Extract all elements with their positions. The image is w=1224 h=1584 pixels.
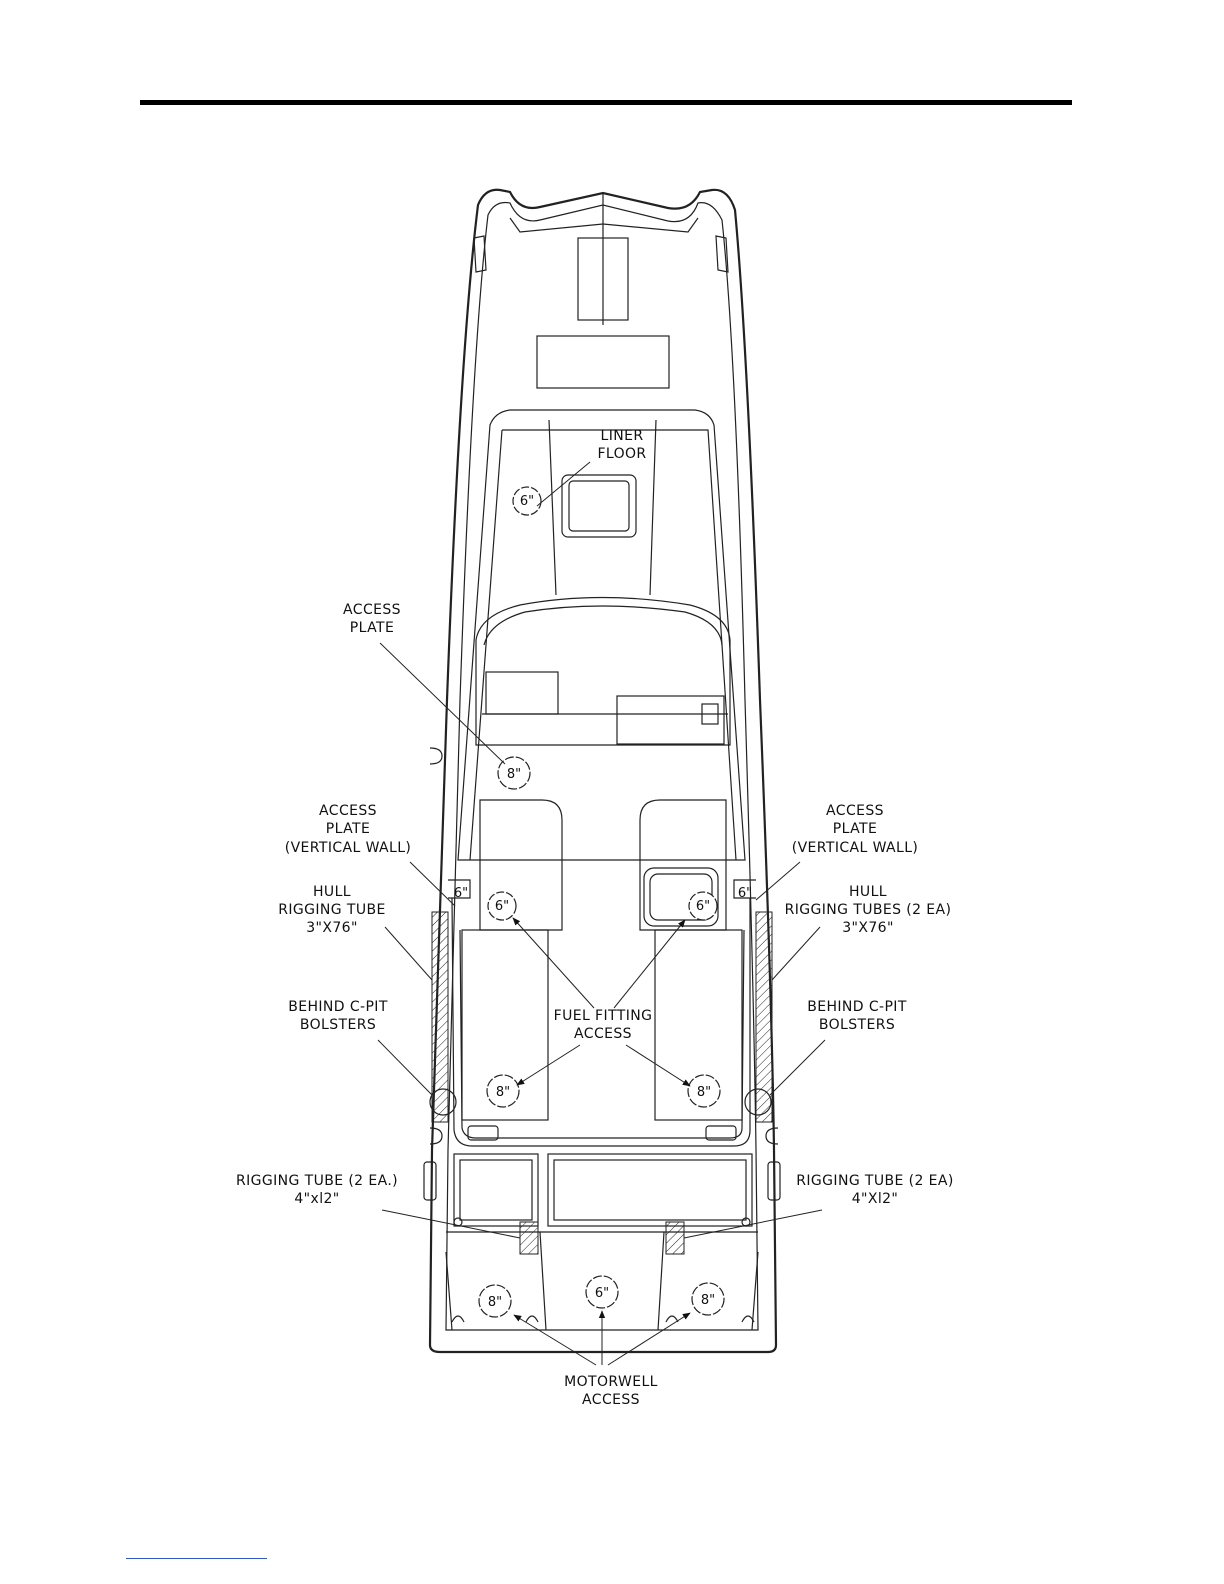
callout-hrt-right-line-1: HULL: [849, 884, 887, 900]
plate-motorwell-right: [692, 1283, 724, 1315]
callout-hrt-left-line-2: RIGGING TUBE: [278, 902, 386, 918]
footer-rule: [126, 1558, 267, 1559]
callout-cpit-right-line-1: BEHIND C-PIT: [807, 999, 907, 1015]
callout-hrt-right-line-3: 3"X76": [842, 920, 894, 936]
callout-hull-rigging-tube-left: [278, 884, 386, 936]
callout-fuel-fitting-access: [554, 1008, 653, 1042]
callout-motorwell-access: [564, 1374, 658, 1408]
plate-fuel-upper-left: [488, 892, 516, 920]
callout-liner-floor: [597, 428, 646, 462]
plate-motorwell-center-size: 6": [594, 1286, 610, 1301]
callout-access-plate-line-1: ACCESS: [343, 602, 401, 618]
plate-fuel-upper-left-size: 6": [494, 899, 510, 914]
callout-fuel-line-2: ACCESS: [574, 1026, 632, 1042]
plate-liner: [513, 487, 541, 515]
callout-cpit-right-line-2: BOLSTERS: [818, 1017, 896, 1033]
plate-liner-size: 6": [519, 494, 535, 509]
hull-rigging-tube-left: [432, 912, 448, 1122]
callout-rigging-tube-right: [796, 1173, 953, 1207]
callout-access-plate-line-2: PLATE: [349, 620, 395, 636]
hull-outline: [430, 190, 776, 1352]
callout-hrt-right-line-2: RIGGING TUBES (2 EA): [784, 902, 952, 918]
callout-motorwell-line-2: ACCESS: [582, 1392, 640, 1408]
callout-access-plate-wall-right: [792, 803, 919, 856]
callout-hrt-left-line-3: 3"X76": [306, 920, 358, 936]
callout-rt-left-line-2: 4"xl2": [294, 1191, 340, 1207]
callout-motorwell-line-1: MOTORWELL: [564, 1374, 658, 1390]
forward-deck: [458, 410, 745, 860]
callout-rt-right-line-2: 4"Xl2": [851, 1191, 899, 1207]
plate-fuel-lower-right: [688, 1075, 720, 1107]
callout-wall-right-line-1: ACCESS: [826, 803, 884, 819]
callout-cpit-left-line-1: BEHIND C-PIT: [288, 999, 388, 1015]
plate-fuel-lower-left-size: 8": [495, 1085, 511, 1100]
plate-fuel-lower-right-size: 8": [696, 1085, 712, 1100]
callout-liner-floor-line-1: LINER: [600, 428, 644, 444]
plate-access-size: 8": [506, 767, 522, 782]
callout-hull-rigging-tubes-right: [785, 884, 952, 936]
callout-hrt-left-line-1: HULL: [313, 884, 351, 900]
callout-wall-right-line-3: (VERTICAL WALL): [791, 840, 919, 856]
rigging-tube-right: [666, 1222, 684, 1254]
callout-rigging-tube-left: [236, 1173, 398, 1207]
cockpit: [424, 748, 780, 1200]
callout-wall-left-line-2: PLATE: [325, 821, 371, 837]
plate-fuel-upper-right: [689, 892, 717, 920]
callout-rt-right-line-1: RIGGING TUBE (2 EA): [796, 1173, 954, 1189]
plate-fuel-lower-left: [487, 1075, 519, 1107]
plate-motorwell-left: [479, 1285, 511, 1317]
callout-access-plate: [343, 602, 401, 636]
plate-fuel-upper-right-size: 6": [695, 899, 711, 914]
center-console: [476, 598, 730, 746]
callout-behind-cpit-left: [288, 999, 388, 1033]
plate-motorwell-left-size: 8": [487, 1295, 503, 1310]
callout-cpit-left-line-2: BOLSTERS: [299, 1017, 377, 1033]
callout-rt-left-line-1: RIGGING TUBE (2 EA.): [235, 1173, 399, 1189]
callout-behind-cpit-right: [807, 999, 907, 1033]
plate-wall-right-size: 6": [737, 886, 753, 901]
callout-wall-right-line-2: PLATE: [832, 821, 878, 837]
plate-motorwell-center: [586, 1276, 618, 1308]
callout-wall-left-line-3: (VERTICAL WALL): [284, 840, 412, 856]
callout-fuel-line-1: FUEL FITTING: [553, 1008, 653, 1024]
callout-wall-left-line-1: ACCESS: [319, 803, 377, 819]
callout-access-plate-wall-left: [285, 803, 412, 856]
rigging-tube-left: [520, 1222, 538, 1254]
plate-wall-left-size: 6": [453, 886, 469, 901]
plate-motorwell-right-size: 8": [700, 1293, 716, 1308]
callout-liner-floor-line-2: FLOOR: [597, 446, 647, 462]
